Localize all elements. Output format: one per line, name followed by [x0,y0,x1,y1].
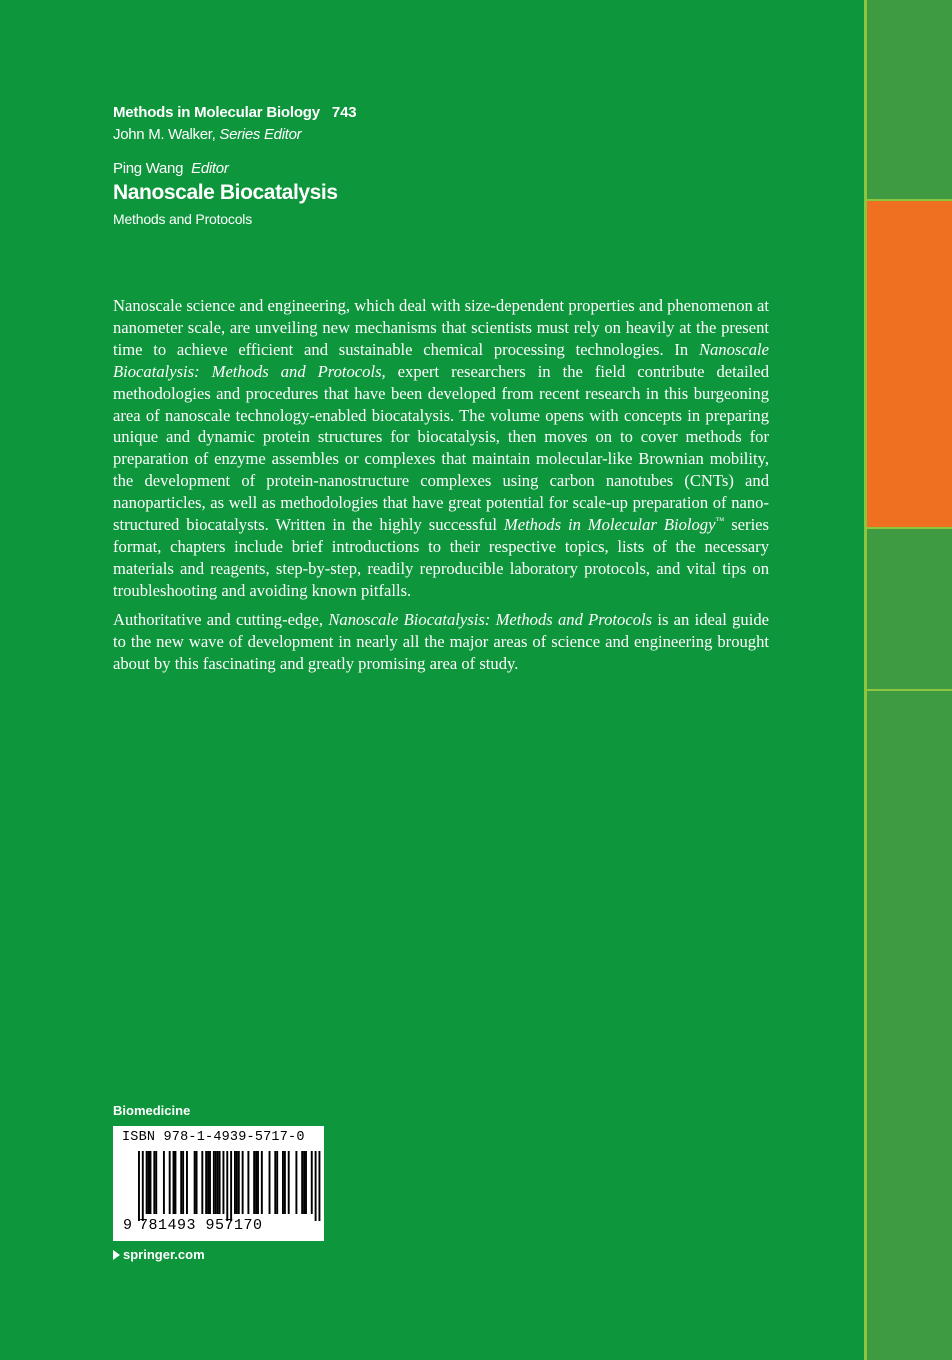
book-editor-role: Editor [191,160,229,177]
spine-divider-top [867,199,952,201]
barcode-bar [182,1151,184,1214]
barcode-bar [253,1151,255,1214]
barcode-bar [222,1151,224,1214]
barcode-bar [238,1151,240,1214]
book-editor-line [113,159,356,179]
barcode-bar [205,1151,207,1214]
spine-divider-middle [867,527,952,529]
book-title: Nanoscale Biocatalysis [113,181,338,204]
barcode-bar [219,1151,221,1214]
barcode-bar [315,1151,317,1221]
barcode-bar [295,1151,297,1214]
barcode-bar [301,1151,303,1214]
barcode-bar [146,1151,148,1214]
isbn-label: ISBN 978-1-4939-5717-0 [122,1130,305,1145]
barcode-bar [138,1151,140,1221]
barcode-bar [236,1151,238,1214]
barcode-bar [207,1151,209,1214]
description-text: Nanoscale science and engineering, which deal with size-dependent properties and phenomenon at nanometer scale, are unveiling new mechanisms that scientists must rely on heavily at the present time to achieve efficient and sustainable chemical processing technologies. In [113,296,769,359]
barcode-bar [194,1151,196,1214]
description-paragraph-1 [113,295,769,602]
barcode-bar [180,1151,182,1214]
description-text: series format, chapters include brief introductions to their respective topics, lists of the necessary materials and reagents, step-by-step, readily reproducible laboratory protocols, and vital tips on troubleshooting and avoiding known pitfalls. [113,515,770,600]
barcode-bar [163,1151,165,1214]
barcode-bar [155,1151,157,1214]
description-italic-title: Nanoscale Biocatalysis: Methods and Protocols, [113,339,769,381]
barcode-bar [226,1151,228,1221]
ean-digits: 781493 957170 [139,1217,263,1234]
barcode-bar [174,1151,176,1214]
barcode-bar [276,1151,278,1214]
barcode-bar [196,1151,198,1214]
barcode-bar [150,1151,152,1214]
barcode-bar [257,1151,259,1214]
barcode-bar [247,1151,249,1214]
series-editor-role: Series Editor [219,126,302,143]
subject-category: Biomedicine [113,1103,191,1118]
spine-orange-block [867,201,952,527]
cover-header [113,102,356,229]
barcode-bar [201,1151,203,1214]
barcode-bar [269,1151,271,1214]
series-editor-line [113,124,356,146]
barcode-bar [173,1151,175,1214]
barcode-bar [186,1151,188,1214]
barcode-bar [311,1151,313,1214]
spine-divider-bottom [867,689,952,691]
isbn-barcode [113,1126,324,1241]
description-italic-title: Nanoscale Biocatalysis: Methods and Protocols [328,609,653,629]
barcode-bar [213,1151,215,1214]
barcode-bar [318,1151,320,1221]
barcode-bar [284,1151,286,1214]
barcode-bar [242,1151,244,1214]
ean-first-digit: 9 [123,1217,133,1234]
series-editor-name: John M. Walker, [113,126,216,143]
description-italic-series: Methods in Molecular Biology [503,515,716,535]
barcode-bar [261,1151,263,1214]
barcode-bar [209,1151,211,1214]
barcode-bar [288,1151,290,1214]
description-paragraph-2 [113,609,769,675]
book-editor-name: Ping Wang [113,160,184,177]
arrow-right-icon [113,1250,120,1260]
barcode-bar [169,1151,171,1214]
barcode-bar [215,1151,217,1214]
series-line [113,102,356,124]
website-text: springer.com [123,1247,205,1262]
barcode-bar [274,1151,276,1214]
barcode-bar [282,1151,284,1214]
barcode-bar [305,1151,307,1214]
description-text: expert researchers in the field contribute detailed methodologies and procedures that have been developed from recent research in this burgeoning area of nanoscale technology-enabled biocatalysis. The volume opens with concepts in preparing unique and dynamic protein structures for biocatalysis, then moves on to cover methods for preparation of enzyme assembles or complexes that maintain molecular-like Brownian mobility, the development of protein-nanostructure complexes using carbon nanotubes (CNTs) and nanoparticles, as well as methodologies that have great potential for scale-up preparation of nano-structured biocatalysts. Written in the highly successful [113,361,770,535]
barcode-bar [234,1151,236,1214]
barcode-bar [217,1151,219,1214]
barcode-bar [142,1151,144,1221]
barcode-bar [303,1151,305,1214]
description-text: Authoritative and cutting-edge, [113,609,329,629]
barcode-bar [153,1151,155,1214]
book-description [113,295,769,681]
barcode-bar [255,1151,257,1214]
book-subtitle: Methods and Protocols [113,211,252,227]
barcode-bar [230,1151,232,1221]
description-text: is an ideal guide to the new wave of development in nearly all the major areas of science and engineering brought about by this fascinating and greatly promising area of study. [113,609,770,673]
barcode-bar [148,1151,150,1214]
series-number: 743 [331,104,357,121]
series-title: Methods in Molecular Biology [113,104,320,121]
publisher-website[interactable] [113,1247,205,1262]
trademark-symbol: ™ [715,515,725,526]
